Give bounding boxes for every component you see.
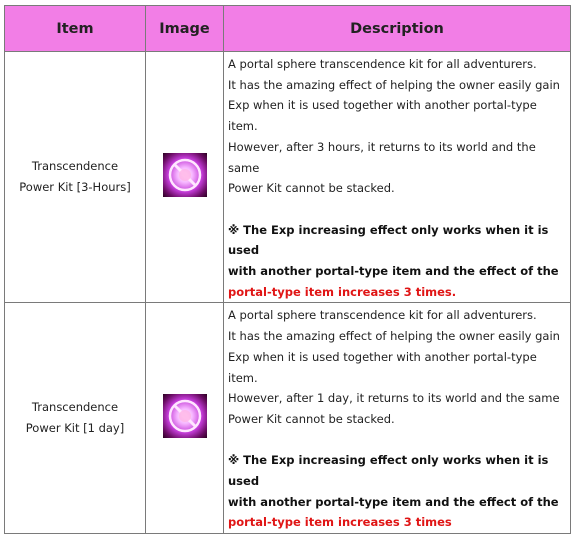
item-image-cell <box>146 303 224 534</box>
portal-sphere-icon <box>163 394 207 438</box>
header-description: Description <box>224 6 571 52</box>
item-name-line: Transcendence <box>31 159 119 174</box>
portal-sphere-icon <box>163 153 207 197</box>
item-name-cell <box>5 303 146 534</box>
description-line: However, after 3 hours, it returns to its world and the same <box>228 139 536 175</box>
note-line: ※ The Exp increasing effect only works when it is used <box>228 453 549 489</box>
description-line: However, after 1 day, it returns to its world and the same <box>228 391 560 406</box>
description-line: A portal sphere transcendence kit for all adventurers. <box>228 308 537 323</box>
item-description-cell <box>224 52 571 303</box>
item-name-line: Transcendence <box>31 400 119 415</box>
item-name-line: Power Kit [1 day] <box>25 421 125 436</box>
description-line: It has the amazing effect of helping the owner easily gain <box>228 77 560 92</box>
header-image: Image <box>146 6 224 52</box>
description-line: Exp when it is used together with another portal-type item. <box>228 98 537 134</box>
table-header-row <box>5 6 571 52</box>
table-row <box>5 303 571 534</box>
item-table <box>4 5 571 534</box>
item-description-cell <box>224 303 571 534</box>
note-line: with another portal-type item and the effect of the <box>228 494 559 509</box>
note-highlight: portal-type item increases 3 times. <box>228 284 457 299</box>
description-line: A portal sphere transcendence kit for all adventurers. <box>228 57 537 71</box>
note-line: ※ The Exp increasing effect only works when it is used <box>228 222 549 258</box>
item-image-cell <box>146 52 224 303</box>
description-line: Exp when it is used together with another portal-type item. <box>228 349 537 385</box>
description-line: It has the amazing effect of helping the owner easily gain <box>228 329 560 344</box>
note-highlight: portal-type item increases 3 times <box>228 515 452 530</box>
item-name-line: Power Kit [3-Hours] <box>19 180 131 195</box>
header-item: Item <box>5 6 146 52</box>
note-line: with another portal-type item and the effect of the <box>228 264 559 279</box>
item-name-cell <box>5 52 146 303</box>
table-row <box>5 52 571 303</box>
description-line: Power Kit cannot be stacked. <box>228 411 395 426</box>
description-line: Power Kit cannot be stacked. <box>228 181 395 196</box>
